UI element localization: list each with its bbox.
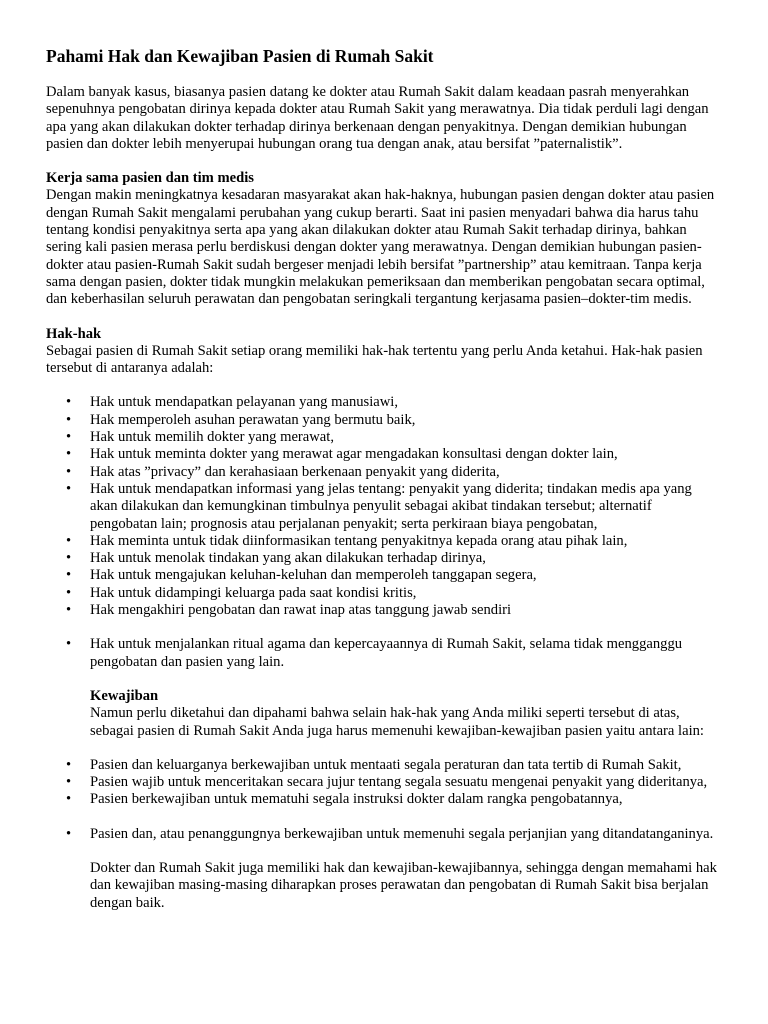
kewajiban-extra-list	[46, 826, 722, 843]
list-item: • Hak untuk menjalankan ritual agama dan kepercayaannya di Rumah Sakit, selama tidak mengganggu pengobatan dan pasien yang lain.	[90, 636, 722, 671]
section-kewajiban	[46, 688, 722, 740]
list-item: • Hak untuk menolak tindakan yang akan dilakukan terhadap dirinya,	[90, 550, 722, 567]
list-item: • Hak mengakhiri pengobatan dan rawat inap atas tanggung jawab sendiri	[90, 602, 722, 619]
list-item: • Hak untuk meminta dokter yang merawat agar mengadakan konsultasi dengan dokter lain,	[90, 446, 722, 463]
list-item: • Hak untuk mengajukan keluhan-keluhan dan memperoleh tanggapan segera,	[90, 567, 722, 584]
section-heading-kerjasama: Kerja sama pasien dan tim medis	[46, 170, 254, 187]
list-item: • Pasien berkewajiban untuk mematuhi segala instruksi dokter dalam rangka pengobatannya,	[90, 791, 722, 808]
page-title: Pahami Hak dan Kewajiban Pasien di Rumah Sakit	[46, 46, 434, 66]
section-kerjasama	[46, 170, 722, 308]
section-heading-hak: Hak-hak	[46, 325, 102, 342]
section-hak	[46, 326, 722, 671]
section-heading-kewajiban: Kewajiban	[90, 687, 159, 704]
list-item: • Pasien dan keluarganya berkewajiban untuk mentaati segala peraturan dan tata tertib di Rumah Sakit,	[90, 757, 722, 774]
closing-section	[46, 860, 722, 912]
list-item: • Pasien dan, atau penanggungnya berkewajiban untuk memenuhi segala perjanjian yang ditandatanganinya.	[90, 826, 722, 843]
list-item: • Pasien wajib untuk menceritakan secara jujur tentang segala sesuatu mengenai penyakit yang dideritanya,	[90, 774, 722, 791]
closing-paragraph: Dokter dan Rumah Sakit juga memiliki hak dan kewajiban-kewajibannya, sehingga dengan memahami hak dan kewajiban masing-masing diharapkan proses perawatan dan pengobatan di Rumah Sakit bisa berjalan dengan baik.	[90, 859, 717, 911]
intro-paragraph: Dalam banyak kasus, biasanya pasien datang ke dokter atau Rumah Sakit dalam keadaan pasrah menyerahkan sepenuhnya pengobatan dirinya kepada dokter atau Rumah Sakit yang merawatnya. Dia tidak perduli lagi dengan apa yang akan dilakukan dokter terhadap dirinya berkenaan dengan penyakitnya. Dengan demikian hubungan pasien dan dokter lebih menyerupai hubungan orang tua dengan anak, atau bersifat ”paternalistik”.	[46, 84, 709, 152]
list-item: • Hak memperoleh asuhan perawatan yang bermutu baik,	[90, 412, 722, 429]
hak-list	[46, 394, 722, 619]
section-intro-kewajiban: Namun perlu diketahui dan dipahami bahwa selain hak-hak yang Anda miliki seperti tersebut di atas, sebagai pasien di Rumah Sakit Anda juga harus memenuhi kewajiban-kewajiban pasien yaitu antara lain:	[90, 705, 704, 739]
section-body-kerjasama: Dengan makin meningkatnya kesadaran masyarakat akan hak-haknya, hubungan pasien dengan dokter atau pasien dengan Rumah Sakit mengalami perubahan yang cukup berarti. Saat ini pasien menyadari bahwa dia harus tahu tentang kondisi penyakitnya serta apa yang akan dilakukan dokter atau Rumah Sakit terhadap dirinya, bahkan sering kali pasien merasa perlu berdiskusi dengan dokter yang merawatnya. Dengan demikian hubungan pasien-dokter atau pasien-Rumah Sakit sudah bergeser menjadi lebih bersifat ”partnership” atau kemitraan. Tanpa kerja sama dengan pasien, dokter tidak mungkin melakukan pemeriksaan dan memberikan pengobatan secara optimal, dan keberhasilan seluruh perawatan dan pengobatan seringkali tergantung kerjasama pasien–dokter-tim medis.	[46, 187, 715, 308]
kewajiban-list	[46, 757, 722, 809]
list-item: • Hak atas ”privacy” dan kerahasiaan berkenaan penyakit yang diderita,	[90, 464, 722, 481]
list-item: • Hak untuk didampingi keluarga pada saat kondisi kritis,	[90, 585, 722, 602]
section-intro-hak: Sebagai pasien di Rumah Sakit setiap orang memiliki hak-hak tertentu yang perlu Anda ketahui. Hak-hak pasien tersebut di antaranya adalah:	[46, 342, 703, 377]
list-item: • Hak meminta untuk tidak diinformasikan tentang penyakitnya kepada orang atau pihak lain,	[90, 533, 722, 550]
list-item: • Hak untuk memilih dokter yang merawat,	[90, 429, 722, 446]
list-item: • Hak untuk mendapatkan informasi yang jelas tentang: penyakit yang diderita; tindakan medis apa yang akan dilakukan dan kemungkinan timbulnya penyulit sebagai akibat tindakan tersebut; alternatif pengobatan lain; prognosis atau perjalanan penyakit; serta perkiraan biaya pengobatan,	[90, 481, 722, 533]
list-item: • Hak untuk mendapatkan pelayanan yang manusiawi,	[90, 394, 722, 411]
hak-extra-list	[46, 636, 722, 671]
